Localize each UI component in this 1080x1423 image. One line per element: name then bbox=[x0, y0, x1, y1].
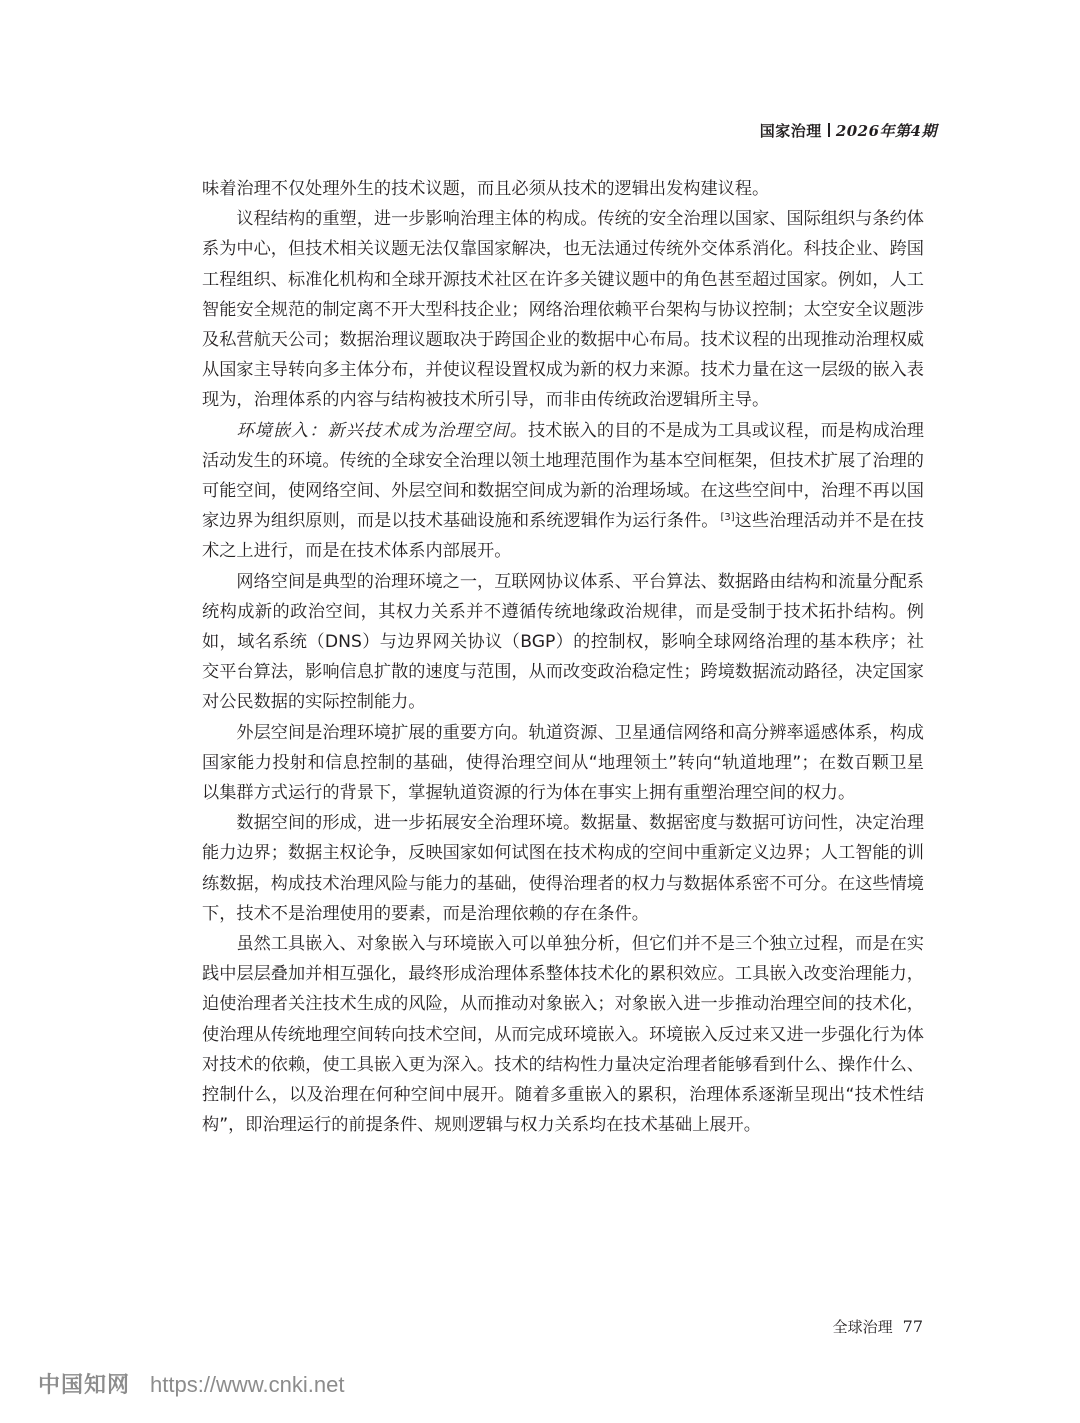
paragraph-environment-text: 技术嵌入的目的不是成为工具或议程，而是构成治理活动发生的环境。传统的全球安全治理以领土地理范围作为基本空间框架，但技术扩展了治理的可能空间，使网络空间、外层空间和数据空间成为新的治理场域。在这些空间中，治理不再以国家边界为组织原则，而是以技术基础设施和系统逻辑作为运行条件。 bbox=[202, 420, 924, 532]
paragraph-environment-embedding bbox=[202, 416, 924, 567]
footer-section: 全球治理 bbox=[832, 1318, 893, 1336]
header-divider bbox=[828, 123, 830, 137]
section-lead-heading: 环境嵌入：新兴技术成为治理空间。 bbox=[236, 420, 528, 441]
paragraph-environment-tail: 这些治理活动并不是在技术之上进行，而是在技术体系内部展开。 bbox=[202, 511, 924, 562]
citation-ref: [3] bbox=[720, 511, 735, 523]
watermark-brand: 中国知网 bbox=[38, 1373, 131, 1398]
paragraph-governance-actors: 议程结构的重塑，进一步影响治理主体的构成。传统的安全治理以国家、国际组织与条约体系为中心，但技术相关议题无法仅靠国家解决，也无法通过传统外交体系消化。科技企业、跨国工程组织、标准化机构和全球开源技术社区在许多关键议题中的角色甚至超过国家。例如，人工智能安全规范的制定离不开大型科技企业；网络治理依赖平台架构与协议控制；太空安全议题涉及私营航天公司；数据治理议题取决于跨国企业的数据中心布局。技术议程的出现推动治理权威从国家主导转向多主体分布，并使议程设置权成为新的权力来源。技术力量在这一层级的嵌入表现为，治理体系的内容与结构被技术所引导，而非由传统政治逻辑所主导。 bbox=[202, 209, 924, 411]
paragraph-data-space: 数据空间的形成，进一步拓展安全治理环境。数据量、数据密度与数据可访问性，决定治理能力边界；数据主权论争，反映国家如何试图在技术构成的空间中重新定义边界；人工智能的训练数据，构成技术治理风险与能力的基础，使得治理者的权力与数据体系密不可分。在这些情境下，技术不是治理使用的要素，而是治理依赖的存在条件。 bbox=[202, 813, 924, 924]
journal-name: 国家治理 bbox=[759, 122, 822, 140]
page-footer bbox=[833, 1316, 923, 1337]
article-body bbox=[202, 174, 924, 1141]
page-number: 77 bbox=[902, 1317, 923, 1336]
paragraph-cyberspace: 网络空间是典型的治理环境之一，互联网协议体系、平台算法、数据路由结构和流量分配系统构成新的政治空间，其权力关系并不遵循传统地缘政治规律，而是受制于技术拓扑结构。例如，域名系统（DNS）与边界网关协议（BGP）的控制权，影响全球网络治理的基本秩序；社交平台算法，影响信息扩散的速度与范围，从而改变政治稳定性；跨境数据流动路径，决定国家对公民数据的实际控制能力。 bbox=[202, 571, 924, 713]
running-header bbox=[760, 120, 937, 141]
paragraph-outer-space: 外层空间是治理环境扩展的重要方向。轨道资源、卫星通信网络和高分辨率遥感体系，构成国家能力投射和信息控制的基础，使得治理空间从“地理领土”转向“轨道地理”；在数百颗卫星以集群方式运行的背景下，掌握轨道资源的行为体在事实上拥有重塑治理空间的权力。 bbox=[202, 722, 924, 804]
watermark-url: https://www.cnki.net bbox=[150, 1372, 345, 1397]
paragraph-continuation: 味着治理不仅处理外生的技术议题，而且必须从技术的逻辑出发构建议程。 bbox=[202, 179, 770, 199]
paragraph-cumulative-effect: 虽然工具嵌入、对象嵌入与环境嵌入可以单独分析，但它们并不是三个独立过程，而是在实践中层层叠加并相互强化，最终形成治理体系整体技术化的累积效应。工具嵌入改变治理能力，迫使治理者关注技术生成的风险，从而推动对象嵌入；对象嵌入进一步推动治理空间的技术化，使治理从传统地理空间转向技术空间，从而完成环境嵌入。环境嵌入反过来又进一步强化行为体对技术的依赖，使工具嵌入更为深入。技术的结构性力量决定治理者能够看到什么、操作什么、控制什么，以及治理在何种空间中展开。随着多重嵌入的累积，治理体系逐渐呈现出“技术性结构”，即治理运行的前提条件、规则逻辑与权力关系均在技术基础上展开。 bbox=[202, 934, 924, 1136]
watermark bbox=[38, 1368, 344, 1399]
issue-number: 2026年第4期 bbox=[835, 122, 937, 140]
